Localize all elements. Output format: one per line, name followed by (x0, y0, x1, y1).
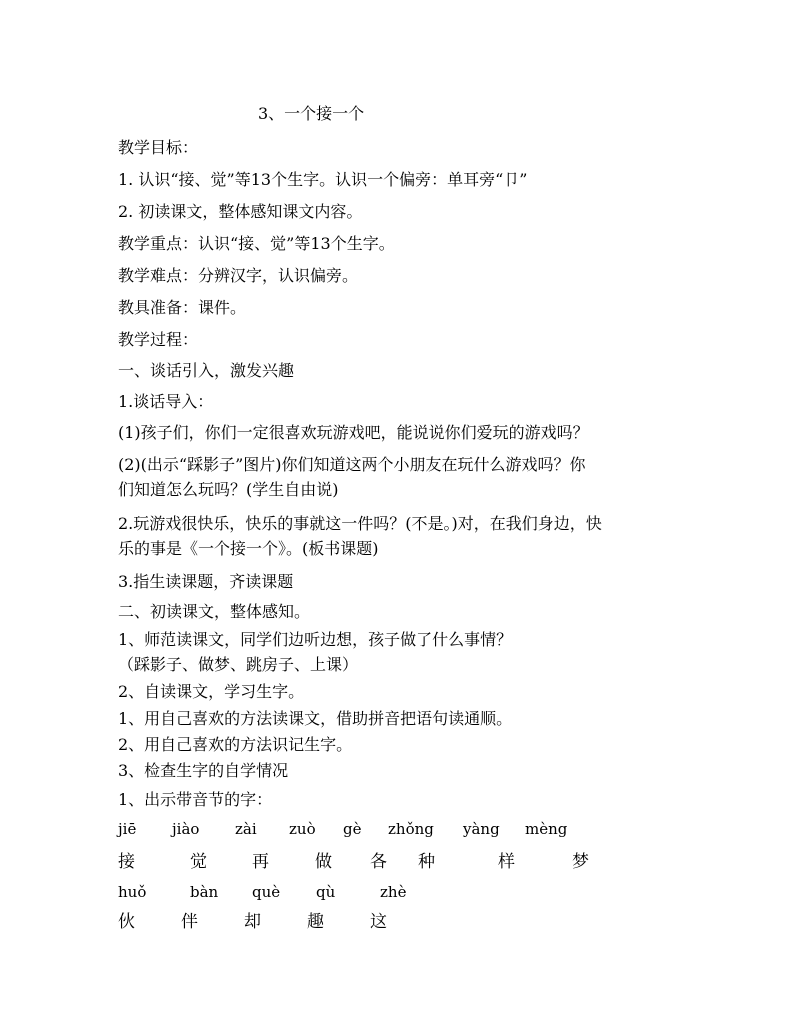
part-2-item-1: 1、师范读课文，同学们边听边想，孩子做了什么事情？ (118, 630, 513, 649)
hanzi-zhong: 种 (418, 852, 435, 872)
part-2-item-2: 2、自读课文，学习生字。 (118, 682, 305, 701)
hanzi-zhe: 这 (370, 912, 387, 932)
hanzi-yang: 样 (498, 852, 515, 872)
pinyin-zuo: zuò (289, 820, 316, 838)
step-1-heading: 1.谈话导入： (118, 392, 214, 411)
step-3: 3.指生读课题，齐读课题 (118, 572, 294, 591)
part-2-heading: 二、初读课文，整体感知。 (118, 602, 311, 621)
section-heading-process: 教学过程： (118, 330, 199, 349)
hanzi-jiao: 觉 (190, 852, 207, 872)
hanzi-huo: 伙 (118, 912, 135, 932)
goal-2: 2. 初读课文，整体感知课文内容。 (118, 202, 363, 221)
pinyin-jiao: jiào (172, 820, 200, 838)
part-2-item-1-answer: （踩影子、做梦、跳房子、上课） (118, 655, 359, 674)
hanzi-qu: 趣 (307, 912, 324, 932)
pinyin-zhong: zhǒng (388, 820, 434, 838)
pinyin-jie: jiē (118, 820, 137, 838)
hanzi-zuo: 做 (315, 852, 332, 872)
pinyin-huo: huǒ (118, 883, 147, 901)
pinyin-yang: yàng (463, 820, 500, 838)
pinyin-zai: zài (235, 820, 257, 838)
part-1-heading: 一、谈话引入，激发兴趣 (118, 361, 295, 380)
hanzi-zai: 再 (252, 852, 269, 872)
step-1-1: (1)孩子们，你们一定很喜欢玩游戏吧，能说说你们爱玩的游戏吗？ (118, 423, 589, 442)
part-2-sub-1: 1、用自己喜欢的方法读课文，借助拼音把语句读通顺。 (118, 709, 513, 728)
pinyin-ban: bàn (190, 883, 219, 901)
pinyin-zhe: zhè (380, 883, 407, 901)
pinyin-meng: mèng (525, 820, 568, 838)
difficult-points: 教学难点：分辨汉字，认识偏旁。 (118, 266, 359, 285)
step-2-line-a: 2.玩游戏很快乐，快乐的事就这一件吗？(不是。)对，在我们身边，快 (118, 514, 602, 533)
step-1-2-line-a: (2)(出示“踩影子”图片)你们知道这两个小朋友在玩什么游戏吗？你 (118, 455, 586, 474)
pinyin-que: què (252, 883, 281, 901)
step-2-line-b: 乐的事是《一个接一个》。(板书课题) (118, 539, 379, 558)
hanzi-que: 却 (244, 912, 261, 932)
hanzi-jie: 接 (118, 852, 135, 872)
lesson-title: 3、一个接一个 (258, 104, 365, 123)
teaching-aids: 教具准备：课件。 (118, 298, 247, 317)
goal-1: 1. 认识“接、觉”等13个生字。认识一个偏旁：单耳旁“卩” (118, 170, 528, 189)
hanzi-ge: 各 (370, 852, 387, 872)
hanzi-ban: 伴 (181, 912, 198, 932)
section-heading-goals: 教学目标： (118, 138, 199, 157)
part-2-sub-2: 2、用自己喜欢的方法识记生字。 (118, 735, 353, 754)
part-2-sub-3: 3、检查生字的自学情况 (118, 761, 289, 780)
pinyin-ge: gè (343, 820, 362, 838)
pinyin-qu: qù (316, 883, 336, 901)
step-1-2-line-b: 们知道怎么玩吗？(学生自由说) (118, 480, 339, 499)
hanzi-meng: 梦 (572, 852, 589, 872)
show-characters-heading: 1、出示带音节的字： (118, 790, 273, 809)
key-points: 教学重点：认识“接、觉”等13个生字。 (118, 234, 395, 253)
